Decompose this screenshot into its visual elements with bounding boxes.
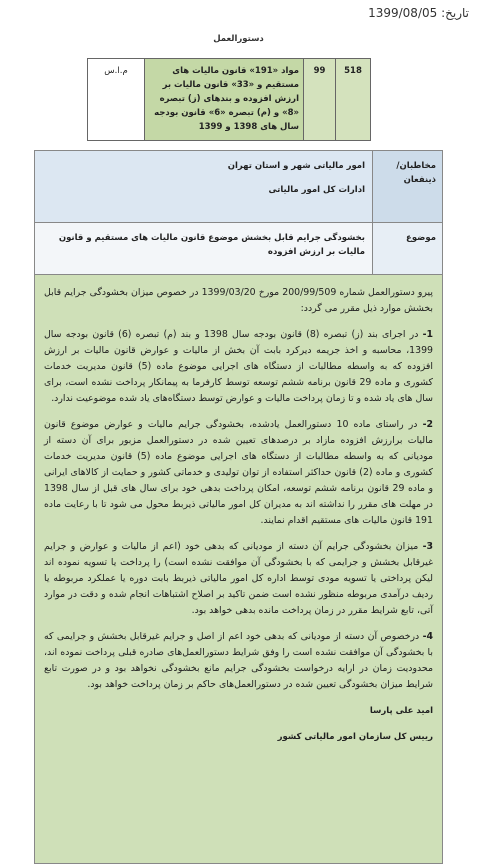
clause-4	[44, 629, 433, 693]
directive-code: م.ا.س	[88, 59, 144, 140]
clause-3	[44, 539, 433, 619]
clause-number: 1-	[422, 329, 433, 340]
clause-1	[44, 327, 433, 407]
clause-text: میزان بخشودگی جرایم آن دسته از مودیانی که بدهی خود (اعم از مالیات و عوارض و جرایم غیرقابل بخشش و جرایمی که با بخشودگی آن موافقت نشده است) را پرداخت یا تسویه نموده اند لیکن پرداختی یا تسویه مودی توسط اداره کل امور مالیاتی ذیربط بابت دوره یا عملکرد مربوطه یا ردیف درآمدی مربوطه منظور نشده است ضمن تاکید بر اصلاح اشتباهات انجام شده و دقت در موارد آتی، تابع شرایط مقرر در زمان پرداخت مانده بدهی خواهد بود.	[44, 541, 433, 616]
audience-values	[35, 151, 372, 222]
clause-2	[44, 417, 433, 529]
directive-meta-table	[87, 58, 371, 141]
intro-paragraph: پیرو دستورالعمل شماره 200/99/509 مورخ 1399/03/20 در خصوص میزان بخشودگی جرایم قابل بخشش موارد ذیل مقرر می گردد:	[44, 287, 433, 314]
document-type-title: دستورالعمل	[213, 34, 264, 44]
clause-text: در راستای ماده 10 دستورالعمل یادشده، بخشودگی جرایم مالیات و عوارض موضوع قانون مالیات برارزش افزوده مازاد بر درصدهای تعیین شده در دستورالعمل مزبور برای آن دسته از مودیانی که به واسطه مطالبات از دستگاه های اجرایی موضوع ماده (5) قانون مدیریت خدمات کشوری و ماده (2) قانون حداکثر استفاده از توان تولیدی و خدماتی کشور و حمایت از کالاهای ایرانی و ماده 29 قانون برنامه ششم توسعه، امکان پرداخت بدهی خود برای سال های قبل از سال 1398 در مهلت های مقرر را نداشته اند به مدیران کل امور مالیاتی ذیربط محول می شود تا با رعایت ماده 191 قانون مالیات های مستقیم اقدام نمایند.	[44, 419, 434, 526]
directive-number: 518	[335, 59, 370, 140]
subject-value: بخشودگی جرایم قابل بخشش موضوع قانون مالیات های مستقیم و قانون مالیات بر ارزش افزوده	[35, 223, 372, 274]
audience-line-1: امور مالیاتی شهر و استان تهران	[227, 161, 365, 171]
signer-title: رییس کل سازمان امور مالیاتی کشور	[277, 732, 433, 742]
clause-number: 2-	[422, 419, 434, 430]
clause-text: درخصوص آن دسته از مودیانی که بدهی خود اعم از اصل و جرایم غیرقابل بخشش و جرایمی که با بخشودگی آن موافقت نشده است را وفق شرایط دستورالعمل‌های صادره قبلی پرداخت نموده اند، محدودیت زمان در ارایه درخواست بخشودگی جرایم مانع بخشودگی نخواهد بود و در صورت تابع شرایط میزان بخشودگی تعیین شده در دستورالعمل‌های حاکم بر زمان پرداخت خواهد بود.	[44, 631, 433, 690]
clause-number: 3-	[422, 541, 434, 552]
subject-label: موضوع	[372, 223, 442, 274]
audience-line-2: ادارات کل امور مالیاتی	[268, 185, 365, 195]
signer-name: امید علی پارسا	[369, 706, 433, 716]
subject-row	[35, 223, 442, 275]
directive-body-table	[34, 150, 443, 864]
clause-number: 4-	[422, 631, 433, 642]
signature-block	[44, 703, 433, 745]
clause-text: در اجرای بند (ز) تبصره (8) قانون بودجه سال 1398 و بند (م) تبصره (6) قانون بودجه سال 1399، محاسبه و اخذ جریمه دیرکرد بابت آن بخش از مالیات و عوارض قانون مالیات بر ارزش افزوده که به واسطه مطالبات از دستگاه های اجرایی موضوع ماده (5) قانون مدیریت خدمات کشوری و ماده 29 قانون برنامه ششم توسعه توسط کارفرما به پیمانکار پرداخت نشده است، برای سال های یاد شده و تا زمان پرداخت مالیات و عوارض توسط دستگاه‌های یاد شده موضوعیت ندارد.	[44, 329, 434, 404]
directive-text	[35, 275, 442, 863]
document-date: تاریخ: 1399/08/05	[368, 6, 469, 20]
directive-legal-basis: مواد «191» قانون مالیات های مستقیم و «33» قانون مالیات بر ارزش افزوده و بندهای (ز) تبصره «8» و (م) تبصره «6» قانون بودجه سال های 1398 و 1399	[144, 59, 303, 140]
directive-year: 99	[303, 59, 335, 140]
audience-row	[35, 151, 442, 223]
audience-label: مخاطبان/ ذینفعان	[372, 151, 442, 222]
